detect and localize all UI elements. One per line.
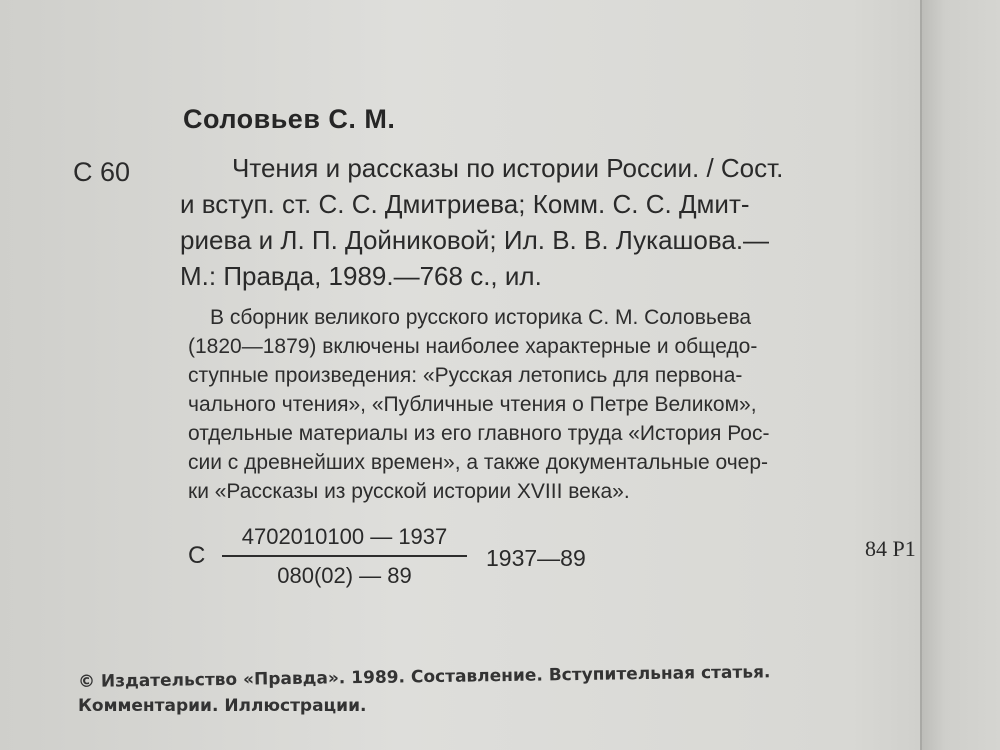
biblio-line: риева и Л. П. Дойниковой; Ил. В. В. Лукашова.— (180, 225, 770, 255)
order-number: 1937—89 (486, 545, 586, 571)
copyright-line: Комментарии. Иллюстрации. (78, 696, 367, 716)
adjacent-page-edge (920, 0, 1000, 750)
annotation-line: отдельные материалы из его главного труда «История Рос- (188, 422, 770, 445)
index-denominator: 080(02) — 89 (277, 563, 412, 588)
bibliographic-description (180, 150, 920, 294)
annotation-line: чального чтения», «Публичные чтения о Петре Великом», (188, 393, 757, 416)
index-fraction (222, 522, 467, 589)
annotation-line: сии с древнейших времен», а также документальные очер- (188, 451, 769, 474)
index-numerator: 4702010100 — 1937 (241, 524, 448, 549)
index-letter: С (188, 542, 206, 569)
fraction-bar (222, 555, 467, 557)
author-name: Соловьев С. М. (183, 104, 396, 134)
biblio-line: и вступ. ст. С. С. Дмитриева; Комм. С. С. Дмит- (180, 189, 750, 219)
annotation-line: В сборник великого русского историка С. М. Соловьева (210, 306, 752, 329)
annotation-line: ки «Рассказы из русской истории XVIII века». (188, 480, 630, 503)
bbk-code: 84 Р1 (865, 536, 916, 561)
copyright-line: © Издательство «Правда». 1989. Составление. Вступительная статья. (77, 662, 771, 692)
annotation-line: (1820—1879) включены наиболее характерные и общедо- (188, 335, 758, 358)
annotation-paragraph (188, 303, 928, 506)
biblio-line: М.: Правда, 1989.—768 с., ил. (180, 261, 542, 291)
copyright-notice (77, 662, 928, 718)
annotation-line: ступные произведения: «Русская летопись для первона- (188, 364, 743, 387)
biblio-line: Чтения и рассказы по истории России. / Сост. (232, 153, 784, 183)
classification-code: С 60 (73, 157, 131, 187)
